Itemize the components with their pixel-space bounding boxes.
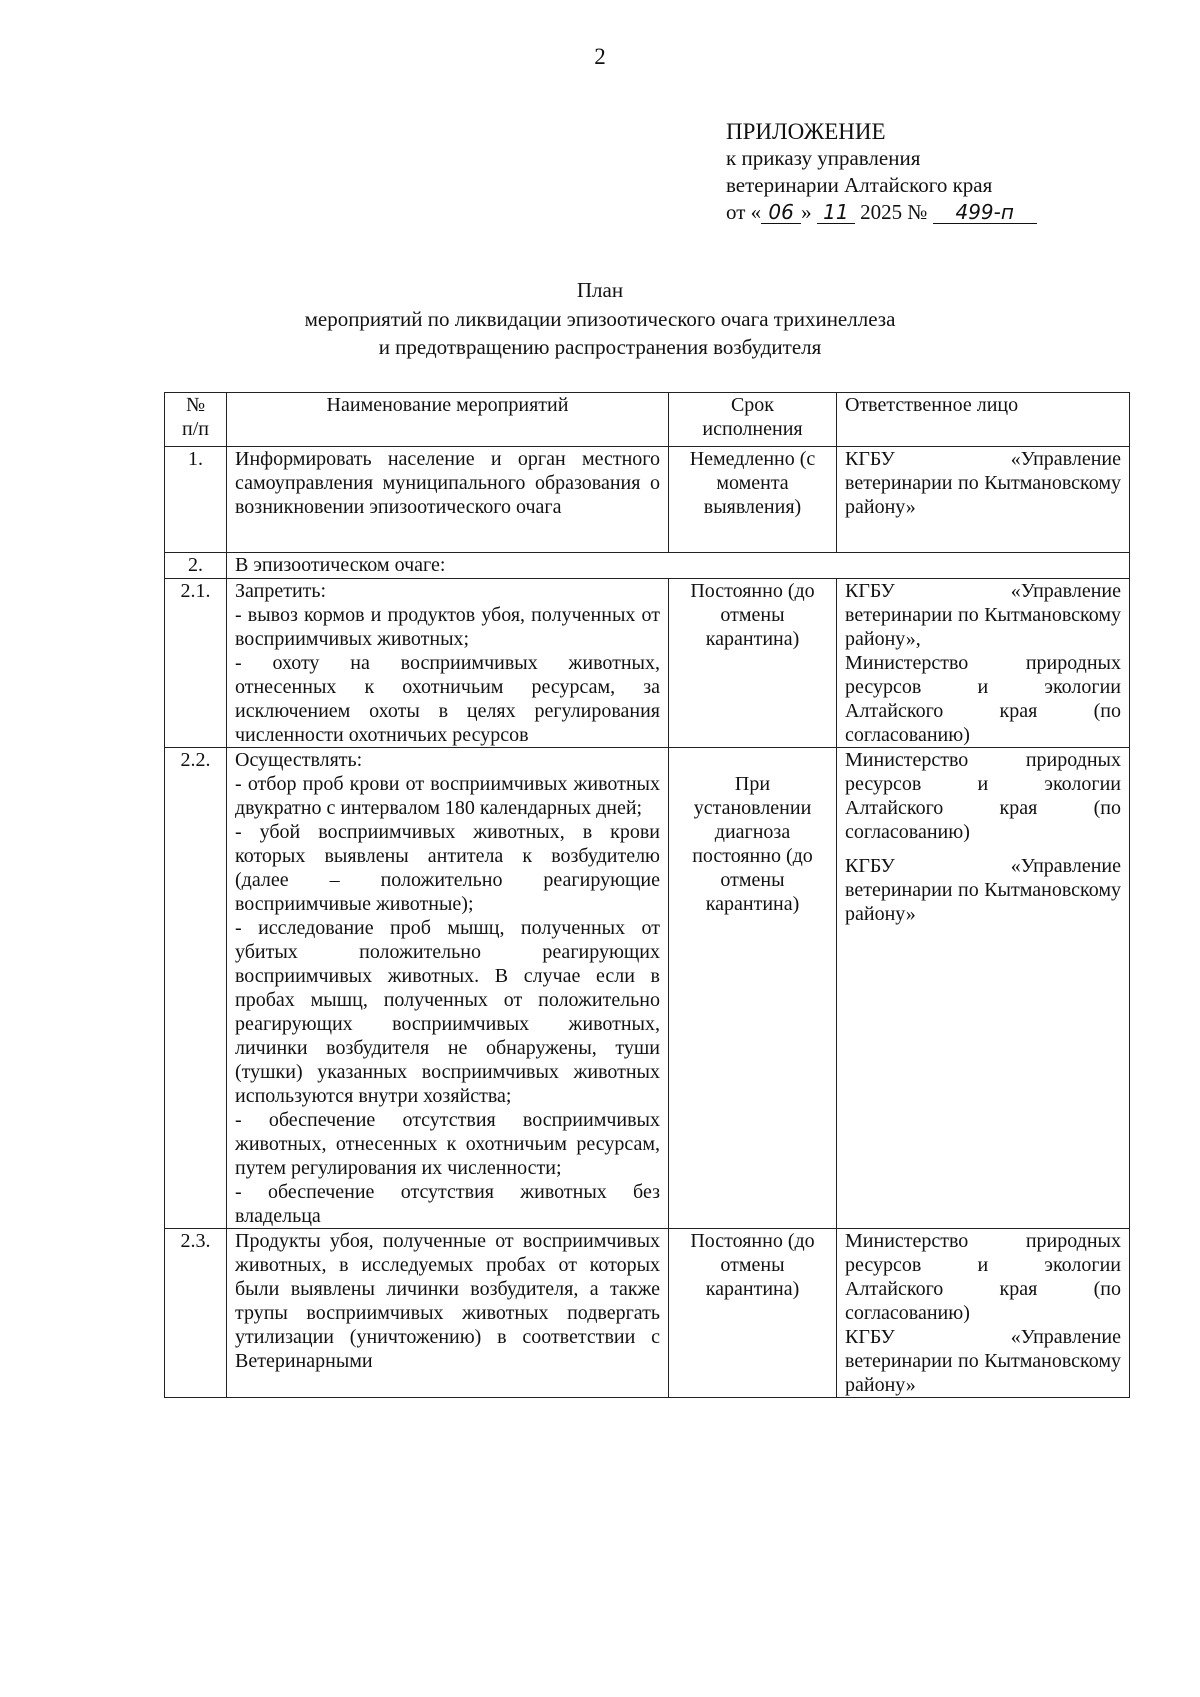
row-term: Постоянно (до отмены карантина) [669,1229,837,1398]
header-term-line-1: Срок [730,394,775,416]
responsible-line: Министерство природных ресурсов и экологии Алтайского края (по согласованию) [845,749,1121,843]
spacer [845,844,1121,854]
header-term-line-2: исполнения [702,418,803,440]
header-name: Наименование мероприятий [227,393,669,447]
measure-line: - обеспечение отсутствия животных без владельца [235,1181,660,1227]
measure-line: Запретить: [235,580,327,602]
plan-title: План [576,278,624,302]
row-responsible: КГБУ «Управление ветеринарии по Кытмановскому району» [837,447,1130,553]
plan-subtitle-1: мероприятий по ликвидации эпизоотического очага трихинеллеза [304,307,896,331]
row-measure [227,748,669,1229]
measure-line: - обеспечение отсутствия восприимчивых животных, отнесенных к охотничьим ресурсам, путем регулирования их численности; [235,1109,660,1179]
measure-line: - убой восприимчивых животных, в крови которых выявлены антитела к возбудителю (далее – положительно реагирующие восприимчивые животные); [235,821,660,915]
table-row [165,748,1130,1229]
appendix-line-2: ветеринарии Алтайского края [726,173,993,197]
row-term: Постоянно (до отмены карантина) [669,579,837,748]
measure-line: - охоту на восприимчивых животных, отнесенных к охотничьим ресурсам, за исключением охоты в целях регулирования численности охотничьих ресурсов [235,652,660,746]
responsible-line: КГБУ «Управление ветеринарии по Кытмановскому району», [845,580,1121,650]
responsible-line: Министерство природных ресурсов и экологии Алтайского края (по согласованию) [845,1230,1121,1324]
appendix-title: ПРИЛОЖЕНИЕ [726,119,886,144]
plan-subtitle-2: и предотвращению распространения возбудителя [378,335,822,359]
row-number: 1. [165,447,227,553]
measure-line: - вывоз кормов и продуктов убоя, полученных от восприимчивых животных; [235,604,660,650]
table-row [165,579,1130,748]
measures-table [164,392,1130,1398]
order-year-no: 2025 № [860,200,928,224]
responsible-line: КГБУ «Управление ветеринарии по Кытмановскому району» [845,1326,1121,1396]
date-prefix: от « [726,200,762,224]
header-num [165,393,227,447]
measure-line: - отбор проб крови от восприимчивых животных двукратно с интервалом 180 календарных дней; [235,773,660,819]
appendix-date-line [726,199,1037,226]
responsible-line: Министерство природных ресурсов и экологии Алтайского края (по согласованию) [845,652,1121,746]
header-term [669,393,837,447]
row-measure [227,579,669,748]
row-responsible [837,579,1130,748]
page-number: 2 [594,44,606,69]
row-measure: Информировать население и орган местного самоуправления муниципального образования о возникновении эпизоотического очага [227,447,669,553]
date-quote-close: » [801,200,812,224]
header-num-line-1: № [185,394,206,416]
table-row [165,553,1130,579]
row-number: 2. [165,553,227,579]
row-term: Немедленно (с момента выявления) [669,447,837,553]
term-text: При установлении диагноза постоянно (до отмены карантина) [692,773,813,915]
appendix-line-1: к приказу управления [726,146,921,170]
order-month: 11 [817,201,855,224]
appendix-block [726,118,1037,226]
row-number: 2.2. [165,748,227,1229]
row-measure: В эпизоотическом очаге: [227,553,1130,579]
row-responsible [837,1229,1130,1398]
row-number: 2.1. [165,579,227,748]
responsible-line: КГБУ «Управление ветеринарии по Кытмановскому району» [845,855,1121,925]
row-measure: Продукты убоя, полученные от восприимчивых животных, в исследуемых пробах от которых были выявлены личинки возбудителя, а также трупы восприимчивых животных подвергать утилизации (уничтожению) в соответствии с Ветеринарными [227,1229,669,1398]
table-row [165,447,1130,553]
row-number: 2.3. [165,1229,227,1398]
header-responsible: Ответственное лицо [837,393,1130,447]
row-responsible [837,748,1130,1229]
measure-line: - исследование проб мышц, полученных от убитых положительно реагирующих восприимчивых животных. В случае если в пробах мышц, полученных от положительно реагирующих восприимчивых животных, личинки возбудителя не обнаружены, туши (тушки) указанных восприимчивых животных используются внутри хозяйства; [235,917,660,1107]
table-row [165,1229,1130,1398]
measure-line: Осуществлять: [235,749,363,771]
table-header-row [165,393,1130,447]
row-term [669,748,837,1229]
header-num-line-2: п/п [182,418,209,440]
order-number: 499-п [933,201,1037,224]
order-day: 06 [761,201,801,224]
